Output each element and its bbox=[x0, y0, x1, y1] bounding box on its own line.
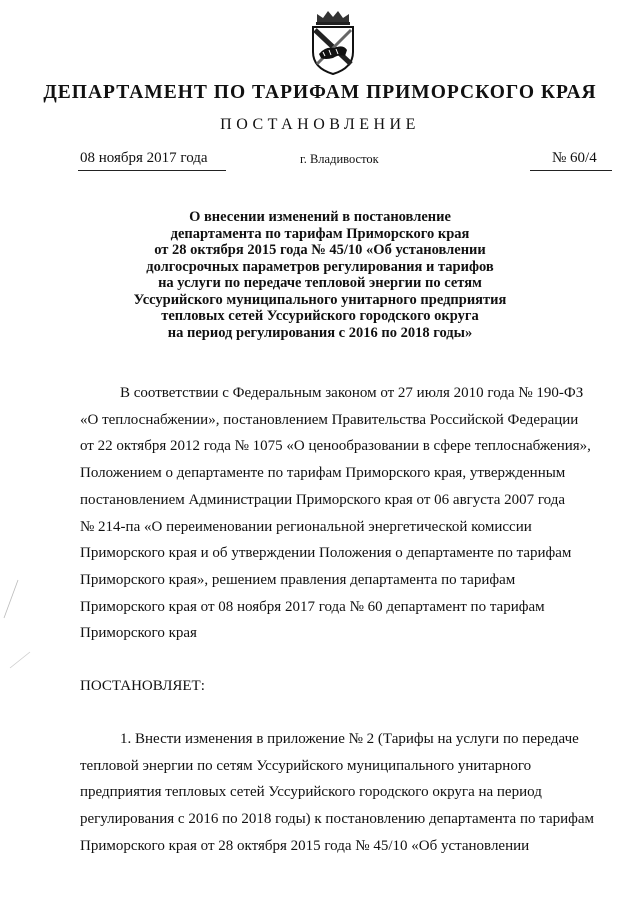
preamble-paragraph bbox=[80, 380, 600, 647]
paragraph-line: тепловой энергии по сетям Уссурийского муниципального унитарного bbox=[80, 757, 532, 774]
heading-line: О внесении изменений в постановление bbox=[189, 209, 451, 225]
paragraph-line: Приморского края от 08 ноября 2017 года № 60 департамент по тарифам bbox=[80, 598, 545, 615]
coat-of-arms-emblem bbox=[305, 8, 361, 76]
heading-line: департамента по тарифам Приморского края bbox=[170, 225, 470, 242]
document-date: 08 ноября 2017 года bbox=[80, 150, 208, 166]
heading-line: на услуги по передаче тепловой энергии по сетям bbox=[158, 275, 482, 291]
heading-line: тепловых сетей Уссурийского городского округа bbox=[161, 308, 479, 324]
paragraph-line: Приморского края», решением правления департамента по тарифам bbox=[80, 571, 516, 588]
paragraph-line: Положением о департаменте по тарифам Приморского края, утвержденным bbox=[80, 465, 566, 482]
heading-line: на период регулирования с 2016 по 2018 годы» bbox=[167, 324, 473, 341]
heading-line: долгосрочных параметров регулирования и тарифов bbox=[146, 258, 494, 275]
document-number: № 60/4 bbox=[552, 150, 597, 166]
paragraph-line: предприятия тепловых сетей Уссурийского городского округа на период bbox=[80, 784, 542, 801]
paragraph-line: № 214-па «О переименовании региональной энергетической комиссии bbox=[80, 518, 532, 535]
paragraph-line: регулирования с 2016 по 2018 годы) к постановлению департамента по тарифам bbox=[80, 811, 595, 828]
department-title: ДЕПАРТАМЕНТ ПО ТАРИФАМ ПРИМОРСКОГО КРАЯ bbox=[43, 82, 597, 103]
paragraph-line: Приморского края и об утверждении Положения о департаменте по тарифам bbox=[80, 545, 572, 562]
item-1-paragraph bbox=[80, 726, 600, 860]
paragraph-line: Приморского края bbox=[80, 625, 197, 642]
document-heading bbox=[60, 209, 580, 341]
document-type: ПОСТАНОВЛЕНИЕ bbox=[220, 116, 420, 133]
number-underline bbox=[530, 170, 612, 171]
paragraph-line: «О теплоснабжении», постановлением Правительства Российской Федерации bbox=[80, 411, 579, 428]
paragraph-line: от 22 октября 2012 года № 1075 «О ценообразовании в сфере теплоснабжения», bbox=[80, 438, 591, 455]
paragraph-line: В соответствии с Федеральным законом от 27 июля 2010 года № 190-ФЗ bbox=[120, 385, 584, 401]
document-city: г. Владивосток bbox=[300, 152, 379, 166]
heading-line: от 28 октября 2015 года № 45/10 «Об установлении bbox=[154, 242, 486, 258]
resolves-heading: ПОСТАНОВЛЯЕТ: bbox=[80, 678, 205, 694]
heading-line: Уссурийского муниципального унитарного предприятия bbox=[133, 291, 507, 308]
scan-margin-marks bbox=[0, 570, 50, 690]
paragraph-line: 1. Внести изменения в приложение № 2 (Тарифы на услуги по передаче bbox=[120, 731, 579, 747]
date-underline bbox=[78, 170, 226, 171]
paragraph-line: Приморского края от 28 октября 2015 года № 45/10 «Об установлении bbox=[80, 837, 530, 854]
paragraph-line: постановлением Администрации Приморского края от 06 августа 2007 года bbox=[80, 491, 565, 508]
